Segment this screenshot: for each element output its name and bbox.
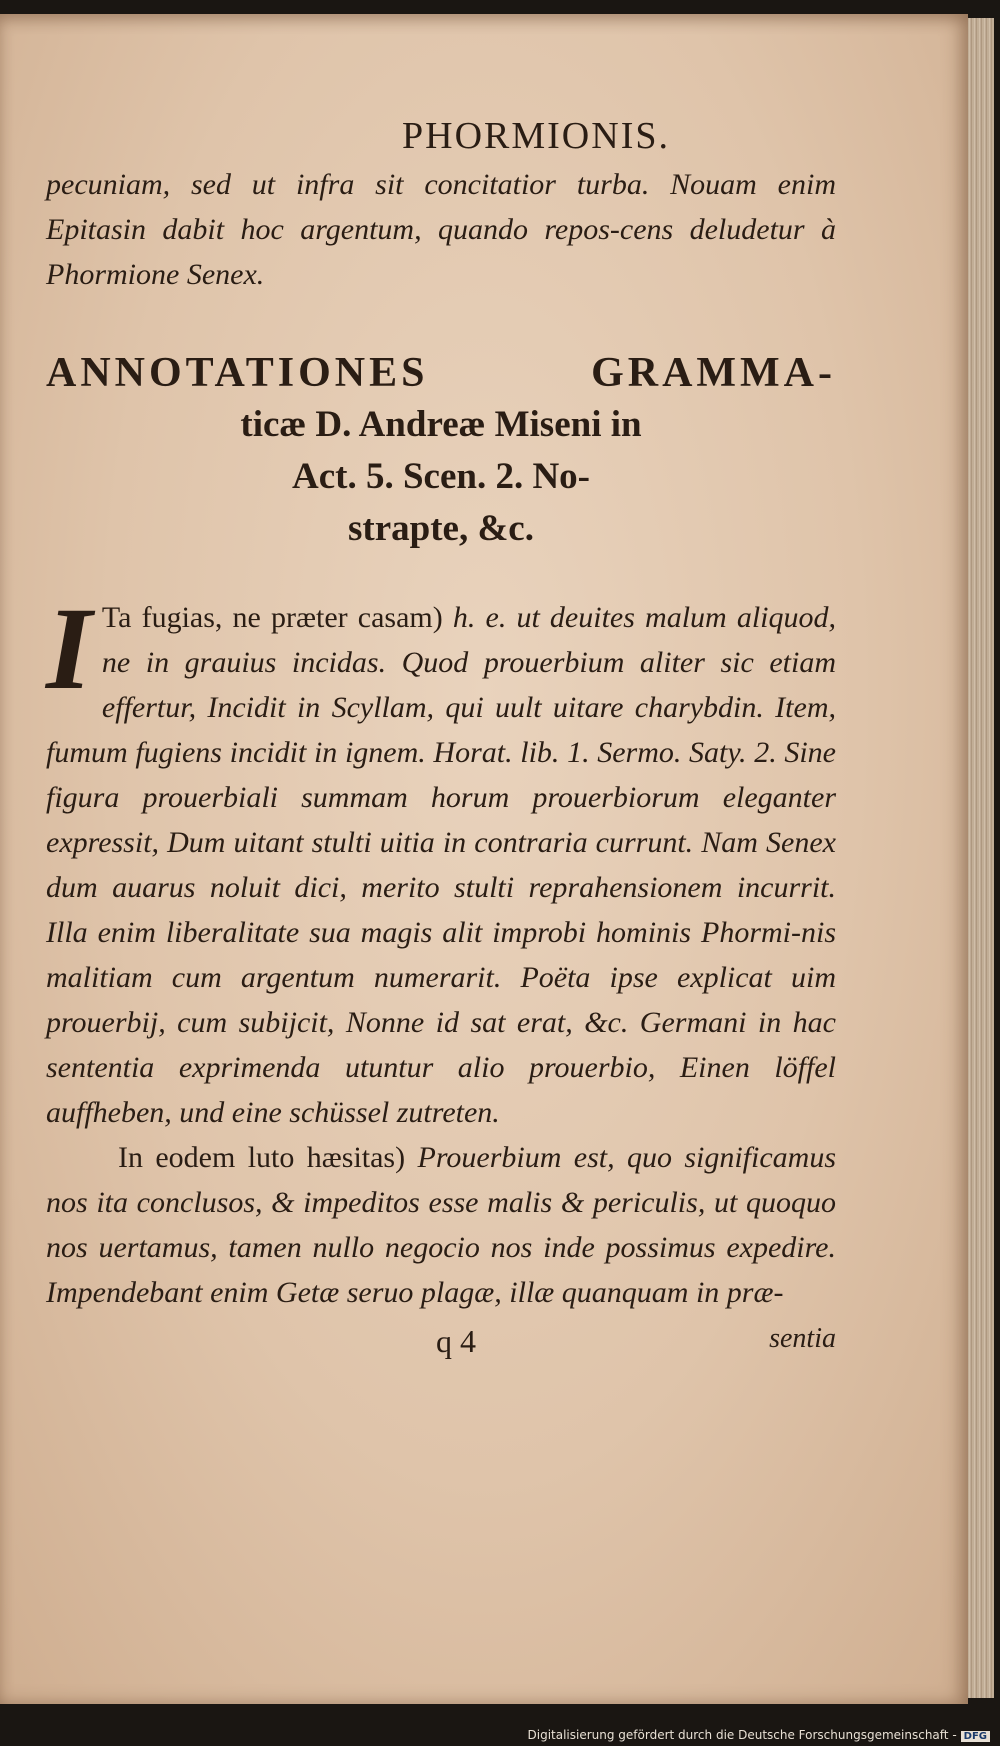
- section-heading: [46, 347, 836, 555]
- book-page: [0, 14, 968, 1704]
- heading-line-2: ticæ D. Andreæ Miseni in: [240, 404, 642, 445]
- digitization-credit: [524, 1726, 995, 1744]
- heading-line-4: strapte, &c.: [348, 508, 534, 549]
- heading-line-3: Act. 5. Scen. 2. No-: [291, 456, 590, 497]
- commentary-ita-fugias: h. e. ut deuites malum aliquod, ne in grauius incidas. Quod prouerbium aliter sic etiam effertur, Incidit in Scyllam, qui uult uitare charybdin. Item, fumum fugiens incidit in ignem. Horat. lib. 1. Sermo. Saty. 2. Sine figura prouerbiali summam horum prouerbiorum eleganter expressit, Dum uitant stulti uitia in contraria currunt. Nam Senex dum auarus noluit dici, merito stulti reprahensionem incurrit. Illa enim liberalitate sua magis alit improbi hominis Phormi-nis malitiam cum argentum numerarit. Poëta ipse explicat uim prouerbij, cum subijcit, Nonne id sat erat, &c. Germani in hac sententia exprimenda utuntur alio prouerbio, Einen löffel auffheben, und eine schüssel zutreten.: [46, 601, 837, 1129]
- commentary-in-eodem-luto: Prouerbium est, quo significamus nos ita conclusos, & impeditos esse malis & periculis, ut quoquo nos uertamus, tamen nullo negocio nos inde possimus expedire. Impendebant enim Getæ seruo plagæ, illæ quanquam in præ-: [46, 1141, 837, 1309]
- page-text: [46, 114, 836, 1373]
- annotations-body: [46, 583, 837, 1315]
- catchword: sentia: [769, 1323, 836, 1354]
- lemma-ita-fugias: Ta fugias, ne præter casam): [101, 601, 443, 634]
- heading-line-1: ANNOTATIONES GRAMMA-: [46, 350, 836, 396]
- signature-mark: q 4: [436, 1323, 476, 1359]
- page-foot: [46, 1323, 836, 1373]
- paragraph-in-eodem-luto: [46, 1135, 836, 1315]
- paragraph-ita-fugias: [46, 583, 837, 1135]
- lemma-in-eodem-luto: In eodem luto hæsitas): [118, 1141, 406, 1174]
- page-edges: [968, 18, 994, 1698]
- credit-text: Digitalisierung gefördert durch die Deutsche Forschungsgemeinschaft -: [527, 1728, 957, 1742]
- drop-cap: I: [46, 583, 92, 714]
- running-head: PHORMIONIS.: [402, 115, 670, 157]
- dfg-logo: DFG: [961, 1731, 990, 1742]
- intro-paragraph: pecuniam, sed ut infra sit concitatior turba. Nouam enim Epitasin dabit hoc argentum, quando repos-cens deludetur à Phormione Senex.: [46, 168, 836, 291]
